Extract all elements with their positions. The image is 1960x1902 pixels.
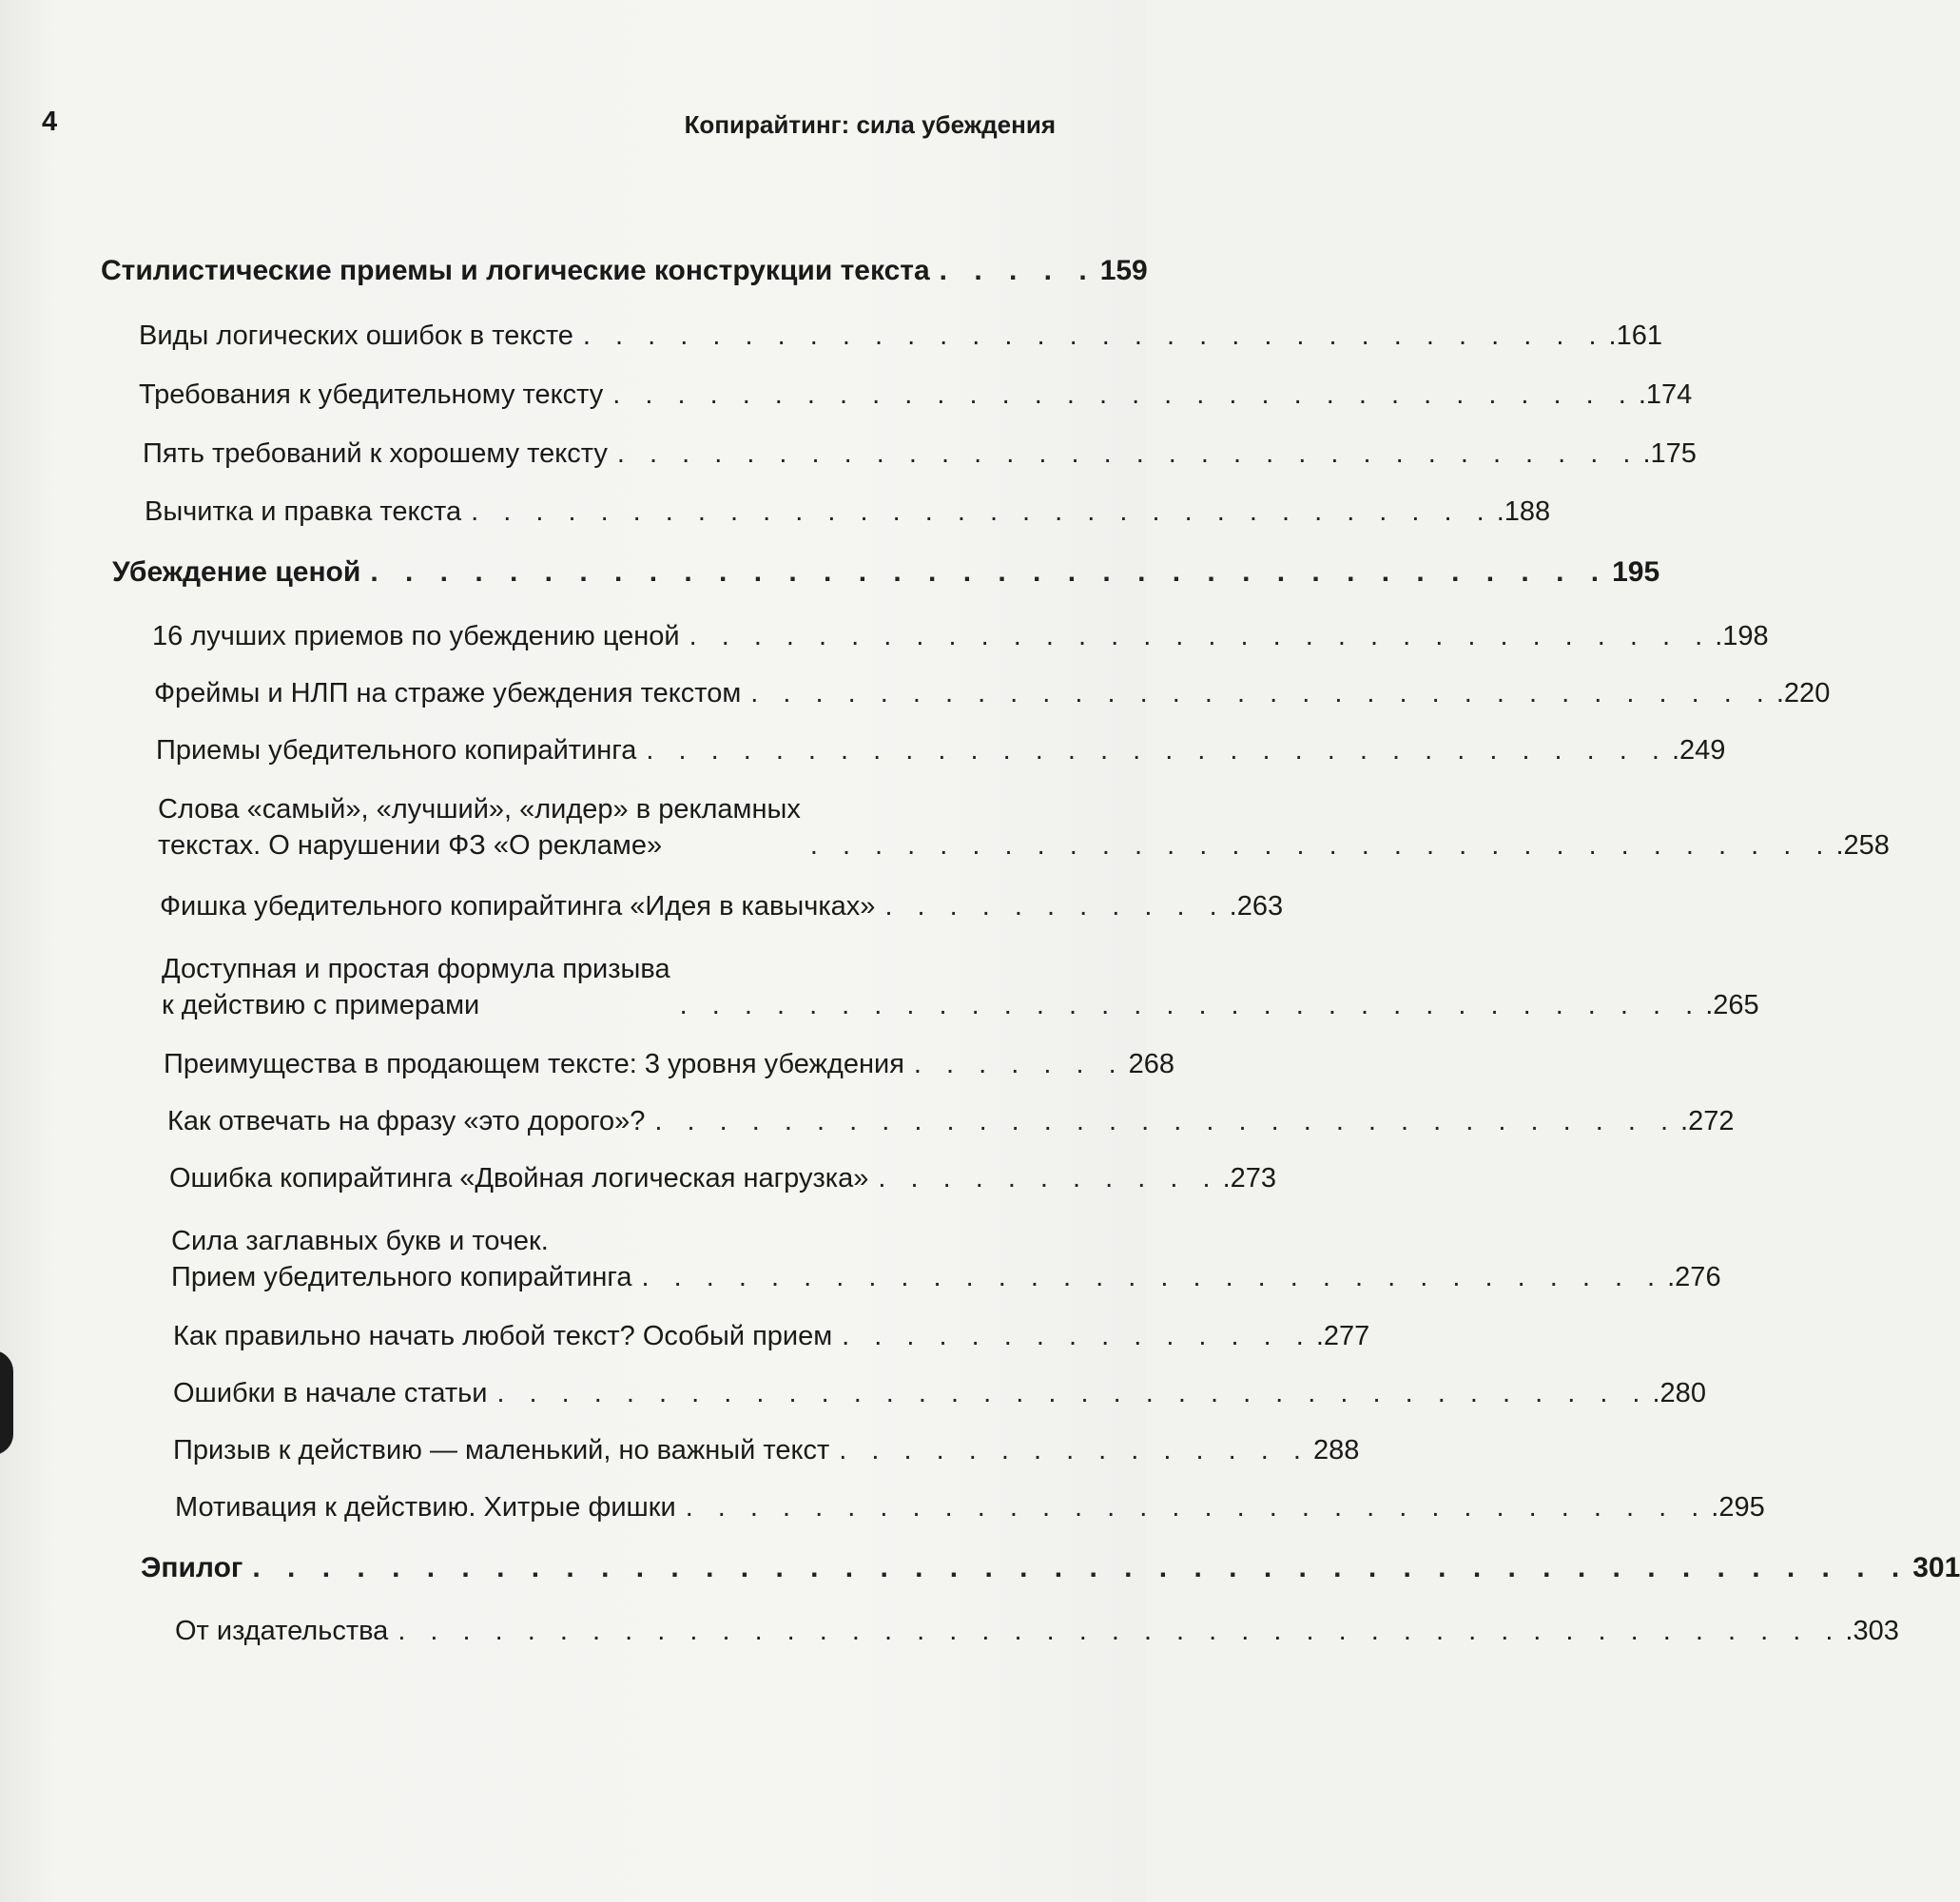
toc-entry [143, 436, 1697, 472]
dot-leader: . . . . . . . . . . . . . . . . . . . . . . . . . . . . . . . . [646, 735, 1668, 766]
binding-edge-shadow [0, 1350, 13, 1455]
dot-leader: . . . . . . . . . . . . . . . . . . . . . . . . . . . . . . . . . . . . [496, 1378, 1649, 1408]
toc-entry-title: Требования к убедительному тексту [139, 379, 604, 410]
toc-page-number: .198 [1715, 621, 1769, 651]
toc-entry [173, 1375, 1706, 1411]
dot-leader: . . . . . . . . . . . . . . . . . . . . . . . . . . . . . . . . [654, 1106, 1678, 1136]
toc-entry-title-line: Доступная и простая формула призыва [162, 954, 670, 984]
toc-entry-title: Ошибка копирайтинга «Двойная логическая нагрузка» [169, 1163, 869, 1194]
dot-leader: . . . . . . . . . . . . . . . . . . . . . . . . . . . . . . . . [471, 496, 1493, 527]
dot-leader: . . . . . . . . . . . . . . . . . . . . . . . . . . . . . . . . [750, 678, 1773, 708]
toc-chapter [141, 1550, 1960, 1586]
dot-leader: . . . . . . . . . . . . . . . . . . . . . . . . . . . . . . . . [679, 990, 1702, 1020]
dot-leader: . . . . . . . . . . . [884, 891, 1226, 922]
dot-leader: . . . . . . . . . . . . . . . . . . . . . . . . . . . . . . . . . . . . . . . . . . . . . . . . [252, 1552, 1910, 1583]
dot-leader: . . . . . . . . . . . . . . . . . . . . . . . . . . . . . . . . [809, 830, 1833, 861]
toc-entry [139, 318, 1662, 354]
toc-entry [154, 675, 1831, 711]
toc-page-number: .258 [1835, 830, 1890, 861]
toc-page-number: 288 [1312, 1435, 1360, 1465]
toc-page-number: .161 [1608, 320, 1662, 351]
toc-chapter-title: Стилистические приемы и логические конструкции текста [101, 255, 930, 286]
toc-entry [162, 951, 1759, 1023]
toc-page-number: 301 [1912, 1552, 1960, 1583]
toc-page-number: 268 [1128, 1049, 1175, 1079]
dot-leader: . . . . . . . . . . . . . . . . . . . . . . . . . . . . . . . . [616, 438, 1640, 469]
toc-entry-title-line: к действию с примерами [162, 990, 480, 1020]
toc-entry [173, 1432, 1360, 1468]
toc-entry [156, 732, 1726, 768]
toc-entry [169, 1160, 1277, 1196]
toc-entry [164, 1046, 1175, 1082]
toc-entry-title: Фишка убедительного копирайтинга «Идея в кавычках» [160, 891, 876, 922]
dot-leader: . . . . . . . . . . . . . . . . . . . . . . . . . . . . . . . . [612, 379, 1635, 410]
toc-entry [171, 1223, 1721, 1295]
toc-entry-title-line: Слова «самый», «лучший», «лидер» в рекламных [158, 794, 801, 825]
dot-leader: . . . . . . . . . . . [878, 1163, 1219, 1194]
toc-entry [175, 1613, 1899, 1649]
toc-entry-title: Приемы убедительного копирайтинга [156, 735, 637, 766]
toc-entry-title [162, 951, 670, 1023]
toc-entry [145, 494, 1551, 530]
dot-leader: . . . . . . . . . . . . . . . . . . . . . . . . . . . . . . . . [641, 1262, 1664, 1292]
toc-page-number: .175 [1642, 438, 1697, 469]
toc-entry-title: Призыв к действию — маленький, но важный текст [173, 1435, 830, 1465]
toc-page-number: .280 [1652, 1378, 1706, 1408]
page-number: 4 [42, 107, 58, 137]
dot-leader: . . . . . . . . . . . . . . . [842, 1321, 1312, 1351]
toc-entry [158, 791, 1890, 864]
toc-page-number: .174 [1638, 379, 1693, 410]
toc-page-number: .272 [1680, 1106, 1735, 1136]
toc-chapter [101, 253, 1148, 289]
toc-entry-title: Фреймы и НЛП на страже убеждения текстом [154, 678, 742, 708]
running-head [42, 107, 1056, 145]
toc-page-number: 159 [1099, 255, 1148, 286]
toc-entry-title: Как отвечать на фразу «это дорого»? [167, 1106, 646, 1136]
toc-page-number: .188 [1496, 496, 1551, 527]
toc-entry-title [158, 791, 801, 864]
toc-entry [152, 618, 1769, 654]
dot-leader: . . . . . [939, 255, 1096, 286]
toc-entry [160, 888, 1284, 924]
toc-page-number: 195 [1612, 556, 1660, 588]
dot-leader: . . . . . . . . . . . . . . . . . . . . . . . . . . . . . . . . . . . . . . . . . . . . . [398, 1616, 1842, 1646]
toc-entry-title-line: Прием убедительного копирайтинга [171, 1262, 632, 1292]
toc-entry [139, 377, 1693, 413]
dot-leader: . . . . . . . . . . . . . . . . . . . . . . . . . . . . . . . . [689, 621, 1712, 651]
toc-entry-title: Пять требований к хорошему тексту [143, 438, 608, 469]
toc-page-number: .265 [1705, 990, 1759, 1020]
toc-entry [167, 1103, 1735, 1139]
toc-page-number: .249 [1671, 735, 1726, 766]
toc-entry-title [171, 1223, 632, 1295]
dot-leader: . . . . . . . [913, 1049, 1125, 1079]
toc-chapter-title: Эпилог [141, 1552, 243, 1583]
toc-page-number: .263 [1229, 891, 1284, 922]
toc-page-number: .295 [1711, 1492, 1765, 1523]
dot-leader: . . . . . . . . . . . . . . . . . . . . . . . . . . . . . . . . [685, 1492, 1708, 1523]
toc-entry-title-line: Сила заглавных букв и точек. [171, 1226, 549, 1256]
toc-entry-title-line: текстах. О нарушении ФЗ «О рекламе» [158, 830, 663, 861]
dot-leader: . . . . . . . . . . . . . . . [839, 1435, 1310, 1465]
toc-entry-title: От издательства [175, 1616, 389, 1646]
dot-leader: . . . . . . . . . . . . . . . . . . . . . . . . . . . . . . . . [582, 320, 1605, 351]
toc-page-number: .303 [1845, 1616, 1899, 1646]
toc-page-number: .220 [1776, 678, 1831, 708]
toc-entry [173, 1318, 1370, 1354]
toc-entry-title: Как правильно начать любой текст? Особый прием [173, 1321, 833, 1351]
toc-page-number: .273 [1222, 1163, 1277, 1194]
toc-entry-title: Вычитка и правка текста [145, 496, 462, 527]
toc-chapter-title: Убеждение ценой [112, 556, 361, 588]
toc-page-number: .277 [1315, 1321, 1370, 1351]
dot-leader: . . . . . . . . . . . . . . . . . . . . . . . . . . . . . . . . . . . . [370, 556, 1609, 588]
toc-chapter [112, 554, 1660, 591]
toc-entry [175, 1489, 1765, 1525]
book-title: Копирайтинг: сила убеждения [684, 110, 1056, 139]
toc-entry-title: Мотивация к действию. Хитрые фишки [175, 1492, 676, 1523]
toc-entry-title: Преимущества в продающем тексте: 3 уровня убеждения [164, 1049, 904, 1079]
toc-entry-title: 16 лучших приемов по убеждению ценой [152, 621, 680, 651]
toc-page-number: .276 [1667, 1262, 1721, 1292]
toc-entry-title: Виды логических ошибок в тексте [139, 320, 573, 351]
toc-entry-title: Ошибки в начале статьи [173, 1378, 488, 1408]
